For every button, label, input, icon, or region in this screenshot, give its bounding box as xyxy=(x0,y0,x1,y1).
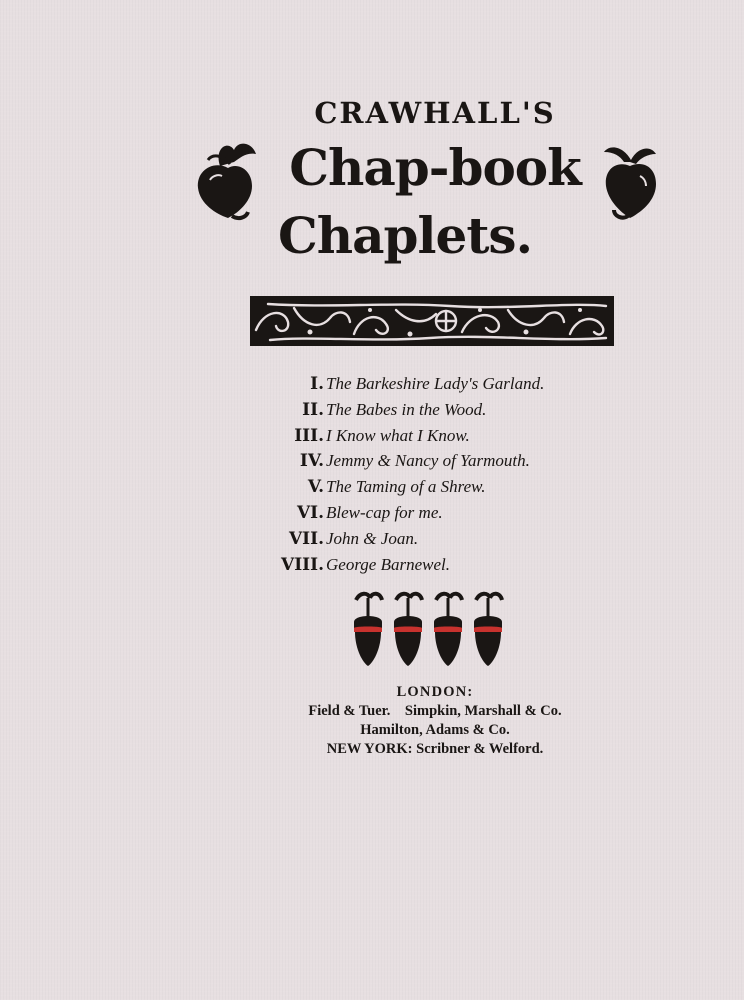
list-item xyxy=(250,503,670,529)
item-numeral: III. xyxy=(294,425,324,446)
item-title: The Babes in the Wood. xyxy=(326,399,487,419)
item-numeral: V. xyxy=(307,477,324,498)
item-numeral: IV. xyxy=(299,451,324,472)
item-numeral: VII. xyxy=(288,528,324,549)
list-item xyxy=(250,400,670,426)
list-item xyxy=(250,555,670,581)
floral-scroll-band xyxy=(250,296,614,346)
list-item xyxy=(250,426,670,452)
item-numeral: II. xyxy=(302,399,324,420)
item-numeral: I. xyxy=(310,374,324,394)
acorn-icon xyxy=(354,594,382,666)
imprint-city: LONDON: xyxy=(396,684,474,700)
item-numeral: VIII. xyxy=(281,554,324,575)
item-numeral: VI. xyxy=(296,502,324,523)
list-item xyxy=(250,477,670,503)
imprint-block xyxy=(200,683,670,759)
item-title: The Barkeshire Lady's Garland. xyxy=(326,374,545,393)
acorn-icon xyxy=(394,594,422,666)
acorn-ornament xyxy=(344,590,516,672)
item-title: Blew-cap for me. xyxy=(326,502,443,522)
item-title: George Barnewel. xyxy=(326,554,451,574)
item-title: The Taming of a Shrew. xyxy=(326,477,486,497)
list-item xyxy=(250,529,670,555)
imprint-newyork: NEW YORK: Scribner & Welford. xyxy=(326,741,544,757)
imprint-publishers-1: Field & Tuer. Simpkin, Marshall & Co. xyxy=(308,703,562,719)
item-title: John & Joan. xyxy=(326,528,419,548)
item-title: I Know what I Know. xyxy=(326,425,470,445)
list-item xyxy=(250,451,670,477)
contents-list xyxy=(250,374,670,580)
item-title: Jemmy & Nancy of Yarmouth. xyxy=(326,451,530,471)
acorn-icon xyxy=(434,594,462,666)
title-line-2: Chap-book xyxy=(289,138,581,197)
imprint-publishers-2: Hamilton, Adams & Co. xyxy=(360,722,510,738)
title-line-1: CRAWHALL'S xyxy=(314,96,556,130)
acorn-icon xyxy=(474,594,502,666)
title-line-3: Chaplets. xyxy=(278,206,532,265)
list-item xyxy=(250,374,670,400)
